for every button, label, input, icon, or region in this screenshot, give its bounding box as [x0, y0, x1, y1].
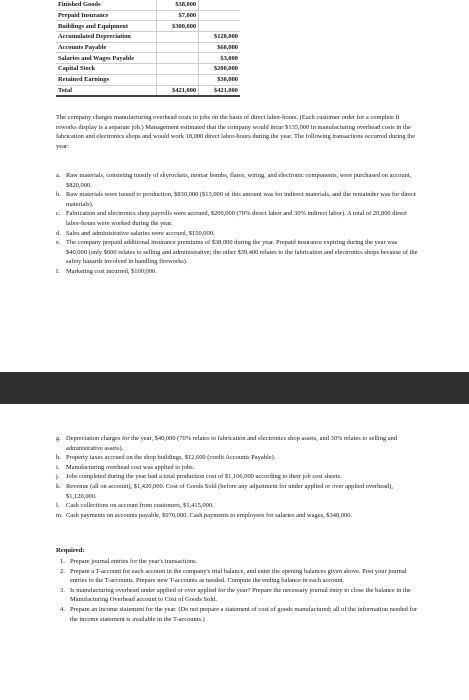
debit-amount: $7,000	[157, 10, 199, 21]
debit-amount	[157, 74, 199, 85]
list-marker: d.	[56, 229, 61, 237]
credit-amount	[199, 0, 240, 10]
account-name: Capital Stock	[56, 64, 157, 75]
list-text: Cash collections on account from customers, $1,415,000.	[66, 502, 214, 510]
list-text: Fabrication and electronics shop payrolls were accrued, $200,000 (70% direct labor and 30% indirect labor). A total of 20,800 direct labor-hours were worked during the year.	[66, 210, 407, 227]
list-text: Raw materials, consisting mostly of skyrockets, mortar bombs, flares, wiring, and electronic components, were purchased on account, $820,000.	[66, 172, 412, 189]
list-marker: 2.	[60, 567, 65, 575]
list-text: Marketing cost incurred, $100,000.	[66, 267, 157, 275]
list-marker: i.	[56, 463, 60, 471]
trial-balance-row	[56, 53, 240, 64]
list-text: Revenue (all on account), $1,420,000. Cost of Goods Sold (before any adjustment for under applied or over applied overhead), $1,120,000.	[66, 482, 393, 500]
required-item	[60, 605, 418, 624]
list-text: Manufacturing overhead cost was applied to jobs.	[66, 463, 195, 471]
transaction-item	[56, 209, 418, 228]
account-name: Accounts Payable	[56, 42, 157, 53]
list-marker: l.	[56, 502, 60, 510]
list-marker: e.	[56, 239, 61, 247]
list-marker: b.	[56, 191, 61, 199]
debit-amount	[157, 32, 199, 43]
list-text: Prepare journal entries for the year's transactions.	[70, 558, 198, 565]
debit-amount: $300,000	[157, 21, 199, 32]
list-text: Raw materials were issued to production, $830,000 ($13,000 of this amount was for indirect materials, and the remainder was for direct materials).	[66, 191, 416, 208]
transactions-list-g-m	[56, 434, 418, 520]
list-text: Property taxes accrued on the shop buildings, $12,600 (credit Accounts Payable).	[66, 454, 276, 462]
transaction-item	[56, 472, 418, 482]
page-divider	[0, 372, 469, 404]
intro-paragraph: The company charges manufacturing overhead costs to jobs on the basis of direct labor-hours. (Each customer order for a complete fi reworks display is a separate job.) Management estimated that the company would incur $135,000 in manufacturing overhead costs in the fabrication and electronics shops and would work 18,000 direct labor-hours during the year. The following transactions occurred during the year:	[56, 114, 416, 150]
list-text: Prepare an income statement for the year. (Do not prepare a statement of cost of goods manufactured; all of the information needed for the income statement is available in the T-accounts.)	[70, 605, 417, 623]
required-heading: Required:	[56, 547, 85, 554]
credit-amount	[199, 21, 240, 32]
list-marker: k.	[56, 482, 61, 490]
account-name: Prepaid Insurance	[56, 10, 157, 21]
credit-amount: $128,000	[199, 32, 240, 43]
transaction-item	[56, 190, 418, 209]
credit-amount	[199, 10, 240, 21]
list-text: Depreciation charges for the year, $40,000 (70% relates to fabrication and electronics shop assets, and 30% relates to selling and administrative assets).	[66, 435, 398, 452]
list-marker: m.	[56, 511, 63, 519]
transaction-item	[56, 434, 418, 453]
account-name: Salaries and Wages Payable	[56, 53, 157, 64]
credit-amount: $60,000	[199, 42, 240, 53]
required-item	[60, 586, 418, 605]
account-name: Total	[56, 85, 157, 96]
transaction-item	[56, 171, 418, 190]
list-text: Cash payments on accounts payable, $970,000. Cash payments to employees for salaries and wages, $348,000.	[66, 511, 353, 519]
required-item	[60, 567, 418, 586]
debit-amount: $421,000	[157, 85, 199, 96]
transaction-item	[56, 463, 418, 473]
debit-amount	[157, 64, 199, 75]
trial-balance-row	[56, 42, 240, 53]
trial-balance-row	[56, 21, 240, 32]
list-marker: c.	[56, 210, 61, 218]
credit-amount: $30,000	[199, 74, 240, 85]
list-marker: h.	[56, 454, 61, 462]
transaction-item	[56, 238, 418, 267]
trial-balance-row	[56, 0, 240, 10]
list-marker: 4.	[60, 605, 65, 613]
transaction-item	[56, 267, 418, 277]
transactions-list-a-f	[56, 171, 418, 277]
account-name: Finished Goods	[56, 0, 157, 10]
transaction-item	[56, 482, 418, 501]
trial-balance-total-row	[56, 85, 240, 96]
credit-amount: $200,000	[199, 64, 240, 75]
debit-amount: $38,000	[157, 0, 199, 10]
transaction-item	[56, 511, 418, 521]
debit-amount	[157, 53, 199, 64]
required-list	[60, 557, 418, 624]
account-name: Accumulated Depreciation	[56, 32, 157, 43]
list-text: Jobs completed during the year had a total production cost of $1,106,000 according to their job cost sheets.	[66, 473, 342, 481]
credit-amount: $3,000	[199, 53, 240, 64]
required-item	[60, 557, 418, 567]
credit-amount: $421,000	[199, 85, 240, 96]
list-text: Prepare a T-account for each account in the company's trial balance, and enter the opening balances given above. Post your journal entries to the T-accounts. Prepare new T-accounts as needed. Compute the ending balance in each account.	[70, 567, 407, 585]
list-marker: f.	[56, 267, 60, 275]
lower-page	[0, 404, 469, 700]
list-marker: j.	[56, 473, 60, 481]
list-text: Sales and administrative salaries were accrued, $150,000.	[66, 229, 215, 237]
trial-balance-row	[56, 10, 240, 21]
debit-amount	[157, 42, 199, 53]
list-marker: 1.	[60, 558, 65, 565]
trial-balance-row	[56, 64, 240, 75]
list-marker: g.	[56, 435, 61, 442]
trial-balance-table	[56, 0, 240, 97]
list-marker: 3.	[60, 586, 65, 594]
account-name: Retained Earnings	[56, 74, 157, 85]
list-marker: a.	[56, 172, 61, 179]
transaction-item	[56, 229, 418, 239]
list-text: Is manufacturing overhead under applied or over applied for the year? Prepare the necessary journal entry to close the balance in the Manufacturing Overhead account to Cost of Goods Sold.	[70, 586, 411, 604]
list-text: The company prepaid additional insurance premiums of $38,000 during the year. Prepaid insurance expiring during the year was $40,000 (only $600 relates to selling and administrative; the other $39,400 relates to the fabrication and electronics shops because of the safety hazards involved in handling fireworks).	[66, 239, 418, 266]
transaction-item	[56, 501, 418, 511]
account-name: Buildings and Equipment	[56, 21, 157, 32]
trial-balance-row	[56, 74, 240, 85]
trial-balance-row	[56, 32, 240, 43]
transaction-item	[56, 453, 418, 463]
